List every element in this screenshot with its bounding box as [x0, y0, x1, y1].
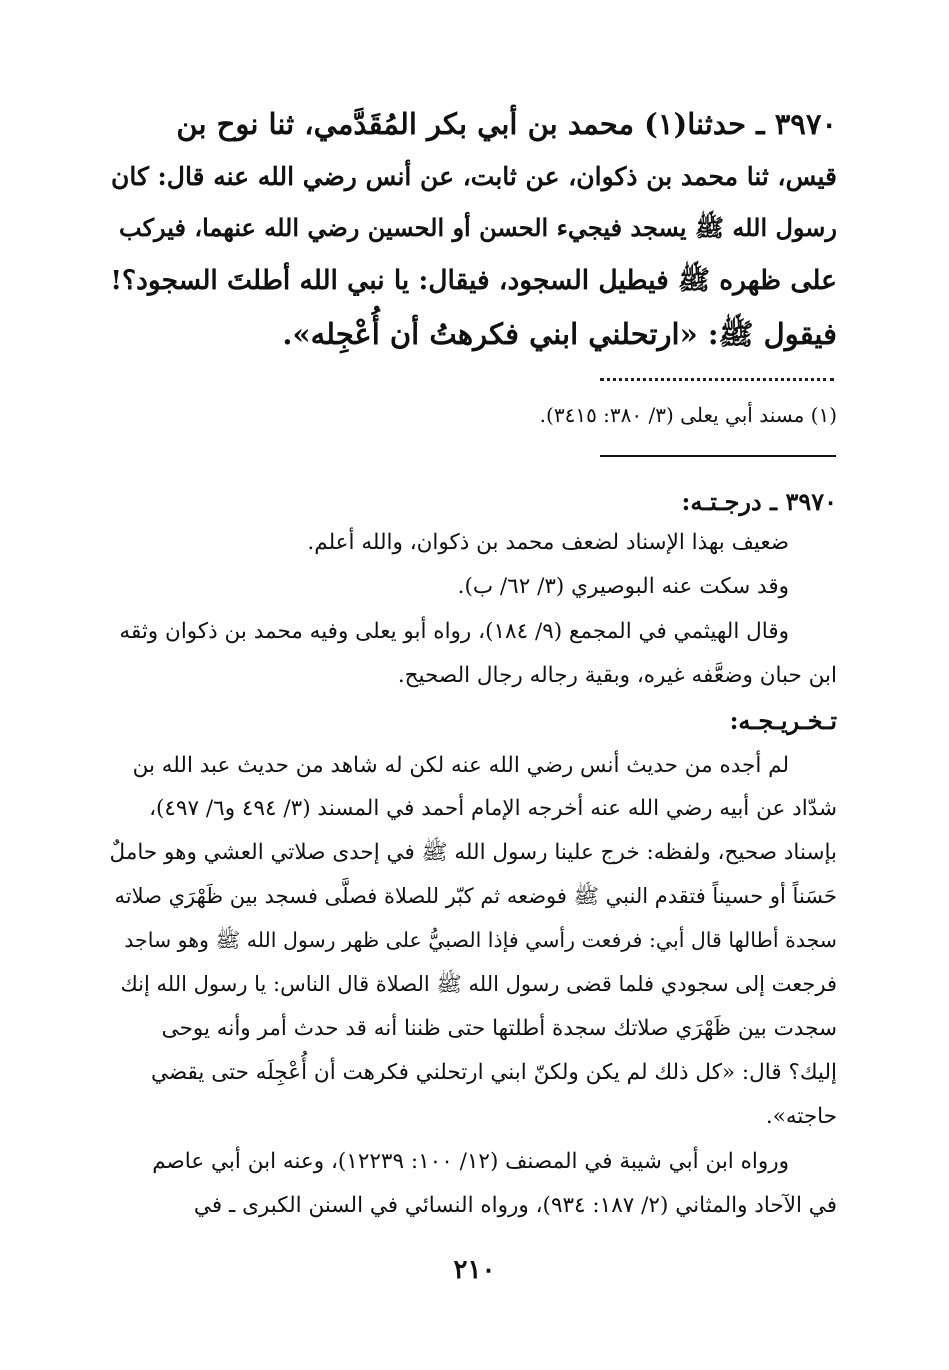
footnote: (١) مسند أبي يعلى (٣/ ٣٨٠: ٣٤١٥). [539, 403, 837, 427]
grade-heading: ٣٩٧٠ ـ درجـتـه: [681, 487, 837, 516]
takhrij-line-11: في الآحاد والمثاني (٢/ ١٨٧: ٩٣٤)، ورواه النسائي في السنن الكبرى ـ في [193, 1193, 837, 1218]
footnote-separator [600, 378, 834, 381]
takhrij-line-4: حَسَناً أو حسيناً فتقدم النبي ﷺ فوضعه ثم كبّر للصلاة فصلَّى فسجد بين ظَهْرَي صلاته [114, 884, 837, 908]
takhrij-line-6: فرجعت إلى سجودي فلما قضى رسول الله ﷺ الصلاة قال الناس: يا رسول الله إنك [120, 972, 837, 996]
hadith-line-1: ٣٩٧٠ ـ حدثنا(١) محمد بن أبي بكر المُقَدَّمي، ثنا نوح بن [176, 107, 837, 141]
hadith-line-3: رسول الله ﷺ يسجد فيجيء الحسن أو الحسين رضي الله عنهما، فيركب [119, 213, 837, 242]
hadith-line-5: فيقول ﷺ: «ارتحلني ابني فكرهتُ أن أُعْجِله». [282, 317, 837, 351]
takhrij-line-8: إليك؟ قال: «كل ذلك لم يكن ولكنّ ابني ارتحلني فكرهت أن أُعْجِلَه حتى يقضي [150, 1060, 837, 1085]
takhrij-heading: تـخـريـجـه: [729, 706, 837, 735]
takhrij-line-10: ورواه ابن أبي شيبة في المصنف (١٢/ ١٠٠: ١٢٢٣٩)، وعنه ابن أبي عاصم [152, 1149, 789, 1174]
hadith-line-4: على ظهره ﷺ فيطيل السجود، فيقال: يا نبي الله أطلتَ السجود؟! [110, 265, 837, 296]
takhrij-line-9: حاجته». [765, 1104, 837, 1129]
takhrij-line-2: شدّاد عن أبيه رضي الله عنه أخرجه الإمام أحمد في المسند (٣/ ٤٩٤ و٦/ ٤٩٧)، [149, 796, 837, 821]
page-number: ٢١٠ [453, 1255, 496, 1285]
hadith-line-2: قيس، ثنا محمد بن ذكوان، عن ثابت، عن أنس رضي الله عنه قال: كان [110, 162, 837, 191]
takhrij-line-3: بإسناد صحيح، ولفظه: خرج علينا رسول الله ﷺ في إحدى صلاتي العشي وهو حاملٌ [109, 840, 837, 865]
takhrij-line-5: سجدة أطالها قال أبي: فرفعت رأسي فإذا الصبيُّ على ظهر رسول الله ﷺ وهو ساجد [124, 928, 837, 952]
takhrij-line-7: سجدت بين ظَهْرَي صلاتك سجدة أطلتها حتى ظننا أنه قد حدث أمر وأنه يوحى [161, 1016, 837, 1041]
grade-line-2: وقد سكت عنه البوصيري (٣/ ٦٢/ ب). [457, 574, 789, 599]
grade-line-3: وقال الهيثمي في المجمع (٩/ ١٨٤)، رواه أبو يعلى وفيه محمد بن ذكوان وثقه [119, 619, 789, 644]
takhrij-line-1: لم أجده من حديث أنس رضي الله عنه لكن له شاهد من حديث عبد الله بن [132, 753, 789, 778]
section-rule [600, 455, 836, 457]
grade-line-4: ابن حبان وضعَّفه غيره، وبقية رجاله رجال الصحيح. [397, 663, 837, 688]
grade-line-1: ضعيف بهذا الإسناد لضعف محمد بن ذكوان، والله أعلم. [307, 530, 789, 555]
